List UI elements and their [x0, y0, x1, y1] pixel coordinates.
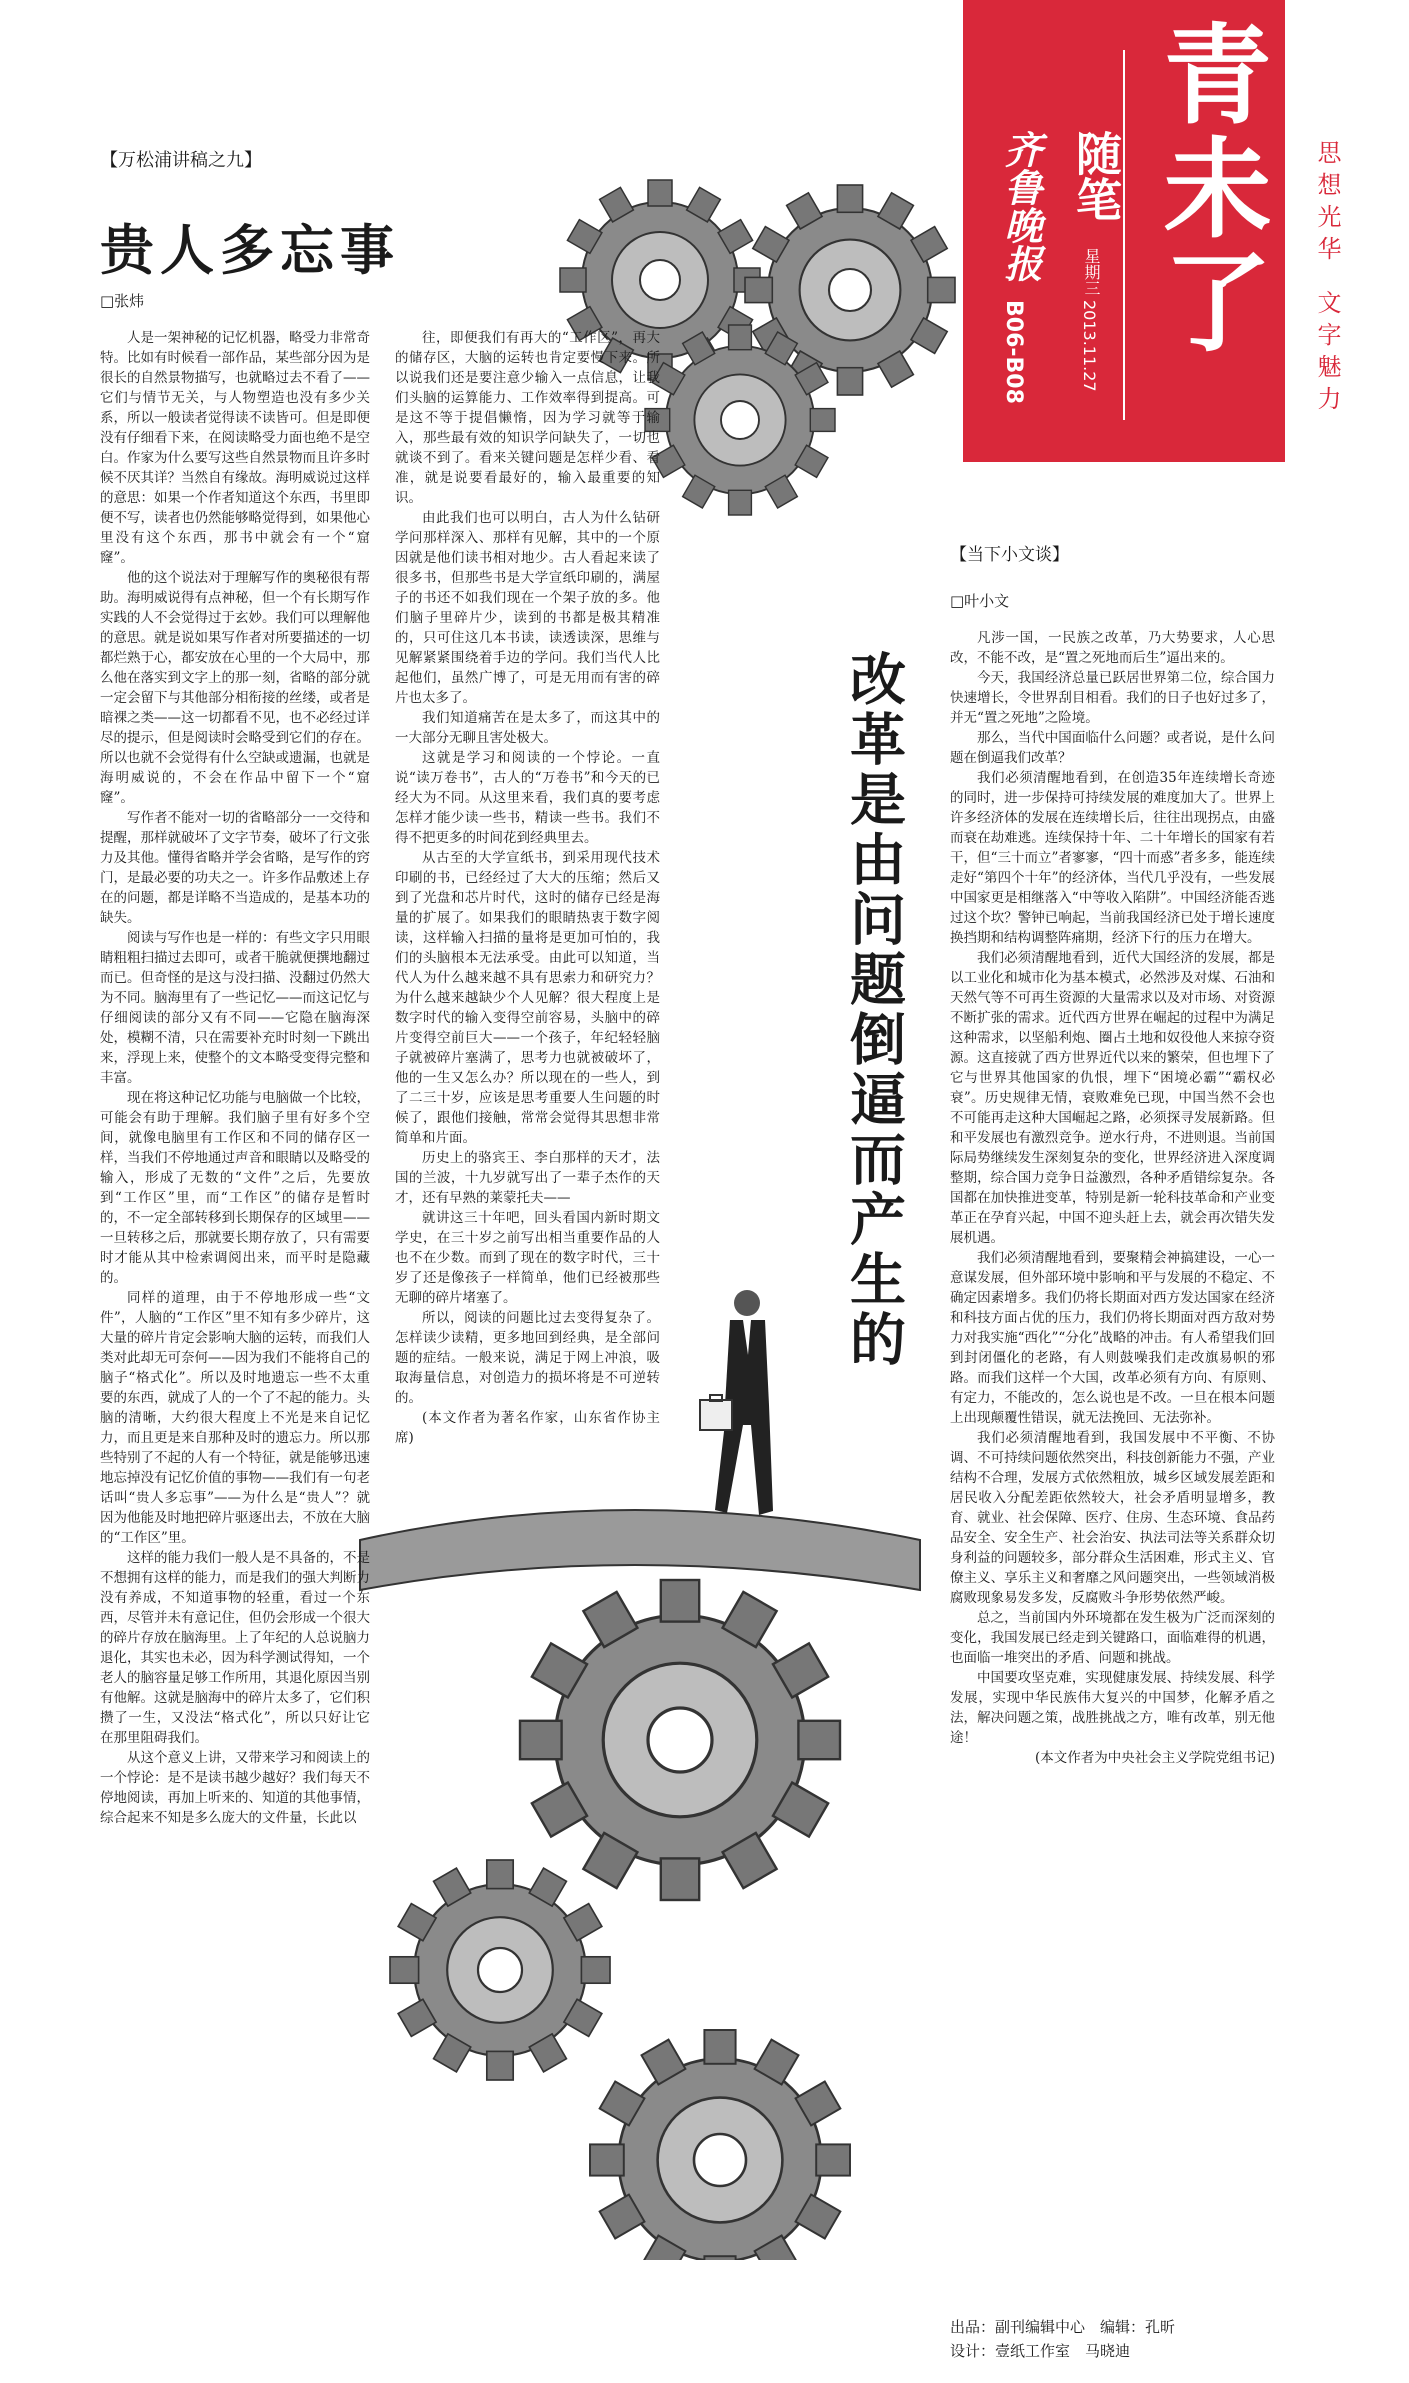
article1-paragraph: 就讲这三十年吧，回头看国内新时期文学史，在三十岁之前写出相当重要作品的人也不在少数。而到了现在的数字时代，三十岁了还是像孩子一样简单，他们已经被那些无聊的碎片堵塞了。 — [395, 1210, 660, 1306]
article2-paragraph: 今天，我国经济总量已跃居世界第二位，综合国力快速增长，令世界刮目相看。我们的日子也好过多了，并无“置之死地”之险境。 — [950, 670, 1275, 726]
article1-paragraph: 现在将这种记忆功能与电脑做一个比较，可能会有助于理解。我们脑子里有好多个空间，就像电脑里有工作区和不同的储存区一样，当我们不停地通过声音和眼睛以及略受的输入，形成了无数的“文件”之后，先要放到“工作区”里，而“工作区”的储存是暂时的，不一定全部转移到长期保存的区域里——一旦转移之后，那就要长期存放了，只有需要时才能从其中检索调阅出来，而平时是隐藏的。 — [100, 1090, 370, 1286]
article2-author: □叶小文 — [950, 592, 1010, 610]
weekday: 星期三 — [1082, 248, 1101, 296]
masthead-box — [963, 0, 1285, 462]
article1-author-bio: (本文作者为著名作家，山东省作协主席) — [395, 1410, 660, 1446]
article1-paragraph: 阅读与写作也是一样的：有些文字只用眼睛粗粗扫描过去即可，或者干脆就便撰地翻过而已。但奇怪的是这与没扫描、没翻过仍然大为不同。脑海里有了一些记忆——而这记忆与仔细阅读的部分又有不同——它隐在脑海深处，模糊不清，只在需要补充时时刻一下跳出来，浮现上来，使整个的文本略受变得完整和丰富。 — [100, 930, 370, 1086]
article1-paragraph: 从这个意义上讲，又带来学习和阅读上的一个悖论：是不是读书越少越好？我们每天不停地阅读，再加上听来的、知道的其他事情，综合起来不知是多么庞大的文件量，长此以 — [100, 1750, 370, 1826]
footer-credits — [950, 2315, 1175, 2363]
article1-paragraph: 所以，阅读的问题比过去变得复杂了。怎样读少读精，更多地回到经典，是全部问题的症结。一般来说，满足于网上冲浪，吸取海量信息，对创造力的损坏将是不可逆转的。 — [395, 1310, 660, 1406]
article1-paragraph: 往，即便我们有再大的“工作区”，再大的储存区，大脑的运转也肯定要慢下来。所以说我们还是要注意少输入一点信息，让我们头脑的运算能力、工作效率得到提高。可是这不等于提倡懒惰，因为学习就等于输入，那些最有效的知识学问缺失了，一切也就谈不到了。看来关键问题是怎样少看、看准，就是说要看最好的，输入最重要的知识。 — [395, 330, 660, 506]
article1-column-2 — [395, 328, 660, 1448]
article2-paragraph: 总之，当前国内外环境都在发生极为广泛而深刻的变化，我国发展已经走到关键路口，面临难得的机遇，也面临一堆突出的矛盾、问题和挑战。 — [950, 1610, 1275, 1666]
article2-paragraph: 我们必须清醒地看到，我国发展中不平衡、不协调、不可持续问题依然突出，科技创新能力不强，产业结构不合理，发展方式依然粗放，城乡区域发展差距和居民收入分配差距依然较大，社会矛盾明显增多，教育、就业、社会保障、医疗、住房、生态环境、食品药品安全、安全生产、社会治安、执法司法等关系群众切身利益的问题较多，部分群众生活困难，形式主义、官僚主义、享乐主义和奢靡之风问题突出，一些领域消极腐败现象易发多发，反腐败斗争形势依然严峻。 — [950, 1430, 1275, 1606]
article2-paragraph: 我们必须清醒地看到，要聚精会神搞建设，一心一意谋发展，但外部环境中影响和平与发展的不稳定、不确定因素增多。我们仍将长期面对西方发达国家在经济和科技方面占优的压力，我们仍将长期面对西方敌对势力对我实施“西化”“分化”战略的冲击。有人希望我们回到封闭僵化的老路，有人则鼓噪我们走改旗易帜的邪路。而我们这样一个大国，改革必须有方向、有原则、有定力，不能改的，怎么说也是不改。一旦在根本问题上出现颠覆性错误，就无法挽回、无法弥补。 — [950, 1250, 1275, 1426]
article2-series-label: 【当下小文谈】 — [950, 545, 1069, 565]
slogan-1: 思想光华 — [1313, 140, 1341, 268]
article1-paragraph: 他的这个说法对于理解写作的奥秘很有帮助。海明威说得有点神秘，但一个有长期写作实践的人不会觉得过于玄妙。我们可以理解他的意思。就是说如果写作者对所要描述的一切都烂熟于心，都安放在心里的一个大局中，那么他在落实到文字上的那一刻，省略的部分就一定会留下与其他部分相衔接的丝缕，或者是暗裸之类——这一切都看不见，也不必经过详尽的提示，但是阅读时会略受到它们的存在。所以也就不会觉得有什么空缺或遗漏，也就是海明威说的，不会在作品中留下一个“窟窿”。 — [100, 570, 370, 806]
gears-bottom-illustration — [320, 1500, 940, 2260]
article1-headline: 贵人多忘事 — [100, 218, 400, 282]
article2-paragraph: 那么，当代中国面临什么问题？或者说，是什么问题在倒逼我们改革？ — [950, 730, 1275, 766]
article1-paragraph: 同样的道理，由于不停地形成一些“文件”，人脑的“工作区”里不知有多少碎片，这大量的碎片肯定会影响大脑的运转，而我们人类对此却无可奈何——因为我们不能将自己的脑子“格式化”。所以及时地遗忘一些不太重要的东西，就成了人的一个了不起的能力。头脑的清晰，大约很大程度上不光是来自记忆力，而且更是来自那种及时的遗忘力。所以那些特别了不起的人有一个特征，就是能够迅速地忘掉没有记忆价值的事物——我们有一句老话叫“贵人多忘事”——为什么是“贵人”？就因为他能及时地把碎片驱逐出去，不放在大脑的“工作区”里。 — [100, 1290, 370, 1546]
article2-headline: 改革是由问题倒逼而产生的 — [841, 650, 907, 1370]
article1-author: □张炜 — [100, 292, 145, 310]
article1-paragraph: 从古至的大学宣纸书，到采用现代技术印刷的书，已经经过了大大的压缩；然后又到了光盘和芯片时代，这时的储存已经是海量的扩展了。如果我们的眼睛热衷于数字阅读，这样输入扫描的量将是更加可怕的，我们的头脑根本无法承受。由此可以知道，当代人为什么越来越不具有思索力和研究力？为什么越来越缺少个人见解？很大程度上是数字时代的输入变得空前容易，头脑中的碎片变得空前巨大——一个孩子，年纪轻轻脑子就被碎片塞满了，思考力也就被破坏了，他的一生又怎么办？所以现在的一些人，到了二三十岁，应该是思考重要人生问题的时候了，跟他们接触，常常会觉得其思想非常简单和片面。 — [395, 850, 660, 1146]
page-range: B06-B08 — [1001, 300, 1026, 404]
article1-paragraph: 这样的能力我们一般人是不具备的，不是不想拥有这样的能力，而是我们的强大判断力没有养成，不知道事物的轻重，看过一个东西，尽管并未有意记住，但仍会形成一个很大的碎片存放在脑海里。上了年纪的人总说脑力退化，其实也未必，因为科学测试得知，一个老人的脑容量足够工作所用，其退化原因当别有他解。这就是脑海中的碎片太多了，它们积攒了一生，又没法“格式化”，所以只好让它在那里阻碍我们。 — [100, 1550, 370, 1746]
article2-paragraph: 我们必须清醒地看到，在创造35年连续增长奇迹的同时，进一步保持可持续发展的难度加大了。世界上许多经济体的发展在连续增长后，往往出现拐点，由盛而衰在劫难逃。连续保持十年、二十年增长的国家有若干，但“三十而立”者寥寥，“四十而惑”者多多，能连续走好“第四个十年”的经济体，当代几乎没有，一些发展中国家更是相继落入“中等收入陷阱”。中国经济能否逃过这个坎？警钟已响起，当前我国经济已处于增长速度换挡期和结构调整阵痛期，经济下行的压力在增大。 — [950, 770, 1275, 946]
issue-date: 2013.11.27 — [1080, 300, 1099, 392]
article2-column — [950, 628, 1275, 1768]
article1-paragraph: 历史上的骆宾王、李白那样的天才，法国的兰波，十九岁就写出了一辈子杰作的天才，还有早熟的莱蒙托夫—— — [395, 1150, 660, 1206]
article2-paragraph: 我们必须清醒地看到，近代大国经济的发展，都是以工业化和城市化为基本模式，必然涉及对煤、石油和天然气等不可再生资源的大量需求以及对市场、对资源不断扩张的需求。近代西方世界在崛起的过程中为满足这种需求，以坚船利炮、圈占土地和奴役他人来掠夺资源。这直接就了西方世界近代以来的繁荣，但也埋下了它与世界其他国家的仇恨，埋下“困境必霸”“霸权必衰”。历史规律无情，衰败难免已现，中国当然不会也不可能再走这种大国崛起之路，必须探寻发展新路。但和平发展也有激烈竞争。逆水行舟，不进则退。当前国际局势继续发生深刻复杂的变化，世界经济进入深度调整期，综合国力竞争日益激烈，各种矛盾错综复杂。各国都在加快推进变革，特别是新一轮科技革命和产业变革正在孕育兴起，中国不迎头赶上去，就会再次错失发展机遇。 — [950, 950, 1275, 1246]
article1-paragraph: 写作者不能对一切的省略部分一一交待和提醒，那样就破坏了文字节奏，破坏了行文张力及其他。懂得省略并学会省略，是写作的窍门，是最必要的功夫之一。许多作品敷述上存在的问题，都是详略不当造成的，是基本功的缺失。 — [100, 810, 370, 926]
article1-paragraph: 我们知道痛苦在是太多了，而这其中的一大部分无聊且害处极大。 — [395, 710, 660, 746]
section-name: 随笔 — [1069, 130, 1123, 222]
businessman-figure — [685, 1285, 805, 1530]
article1-column-1 — [100, 328, 370, 1828]
paper-logo: 齐鲁晚报 — [998, 130, 1043, 282]
article2-paragraph: 凡涉一国，一民族之改革，乃大势要求，人心思改，不能不改，是“置之死地而后生”逼出来的。 — [950, 630, 1275, 666]
article2-paragraph: 中国要攻坚克难，实现健康发展、持续发展、科学发展，实现中华民族伟大复兴的中国梦，化解矛盾之法，解决问题之策，战胜挑战之方，唯有改革，别无他途！ — [950, 1670, 1275, 1746]
footer-credit-line-2: 设计：壹纸工作室 马晓迪 — [950, 2342, 1131, 2360]
article2-author-bio: (本文作者为中央社会主义学院党组书记) — [1034, 1750, 1275, 1766]
footer-credit-line-1: 出品：副刊编辑中心 编辑：孔昕 — [950, 2318, 1176, 2336]
article1-paragraph: 由此我们也可以明白，古人为什么钻研学问那样深入、那样有见解，其中的一个原因就是他们读书相对地少。古人看起来读了很多书，但那些书是大学宣纸印刷的，满屋子的书还不如我们现在一个架子放的多。他们脑子里碎片少，读到的书都是极其精准的，只可住这几本书读，读透读深，思维与见解紧紧围绕着手边的学问。我们当代人比起他们，虽然广博了，可是无用而有害的碎片也太多了。 — [395, 510, 660, 706]
masthead-divider — [1123, 50, 1125, 420]
masthead-title: 青未了 — [1145, 18, 1270, 360]
article1-series-label: 【万松浦讲稿之九】 — [100, 150, 262, 171]
article1-paragraph: 人是一架神秘的记忆机器，略受力非常奇特。比如有时候看一部作品，某些部分因为是很长的自然景物描写，也就略过去不看了——它们与情节无关，与人物塑造也没有多少关系，所以一般读者觉得读不读皆可。但是即便没有仔细看下来，在阅读略受力面也绝不是空白。作家为什么要写这些自然景物而且许多时候不厌其详？当然自有缘故。海明威说过这样的意思：如果一个作者知道这个东西，书里即便不写，读者也仍然能够略觉得到，如果他心里没有这个东西，那书中就会有一个“窟窿”。 — [100, 330, 370, 566]
article1-paragraph: 这就是学习和阅读的一个悖论。一直说“读万卷书”，古人的“万卷书”和今天的已经大为不同。从这里来看，我们真的要考虑怎样才能少读一些书，精读一些书。我们不得不把更多的时间花到经典里去。 — [395, 750, 660, 846]
slogan-2: 文字魅力 — [1313, 290, 1341, 418]
